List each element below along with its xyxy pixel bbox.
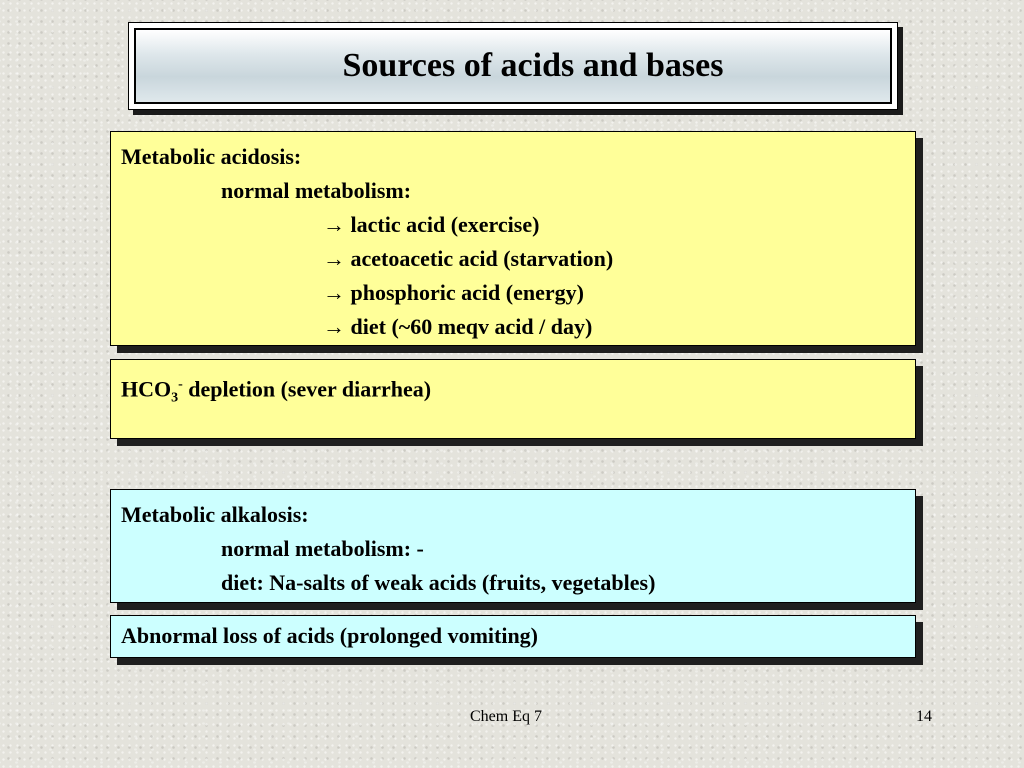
slide-title: Sources of acids and bases — [342, 47, 724, 84]
acidosis-subheading: normal metabolism: — [221, 178, 412, 203]
title-box — [134, 28, 892, 104]
footer-label: Chem Eq 7 — [470, 708, 542, 725]
alkalosis-box — [110, 489, 916, 603]
acidosis-item — [121, 276, 905, 310]
acidosis-heading: Metabolic acidosis: — [121, 144, 302, 169]
acidosis-box — [110, 131, 916, 346]
acidosis-item — [121, 208, 905, 242]
hco3-superscript: - — [178, 377, 183, 392]
loss-box — [110, 615, 916, 658]
hco3-base: HCO — [121, 376, 172, 402]
acidosis-item — [121, 242, 905, 276]
alkalosis-heading: Metabolic alkalosis: — [121, 502, 309, 527]
hco3-subscript: 3 — [171, 390, 179, 406]
alkalosis-line: diet: Na-salts of weak acids (fruits, vegetables) — [221, 570, 656, 595]
title-frame — [128, 22, 898, 110]
page-number: 14 — [916, 708, 932, 725]
acidosis-item-text: lactic acid (exercise) — [350, 212, 540, 237]
acidosis-item-text: diet (~60 meqv acid / day) — [350, 314, 593, 339]
hco3-rest: depletion (sever diarrhea) — [182, 376, 432, 402]
arrow-icon: → — [323, 212, 345, 237]
acidosis-item-text: acetoacetic acid (starvation) — [350, 246, 614, 271]
arrow-icon: → — [323, 246, 345, 271]
acidosis-item — [121, 310, 905, 344]
loss-text: Abnormal loss of acids (prolonged vomiting) — [121, 623, 539, 648]
hco3-box — [110, 359, 916, 439]
acidosis-item-text: phosphoric acid (energy) — [350, 280, 584, 305]
alkalosis-line: normal metabolism: - — [221, 536, 424, 561]
arrow-icon: → — [323, 280, 345, 305]
arrow-icon: → — [323, 314, 345, 339]
hco3-line — [121, 368, 905, 416]
